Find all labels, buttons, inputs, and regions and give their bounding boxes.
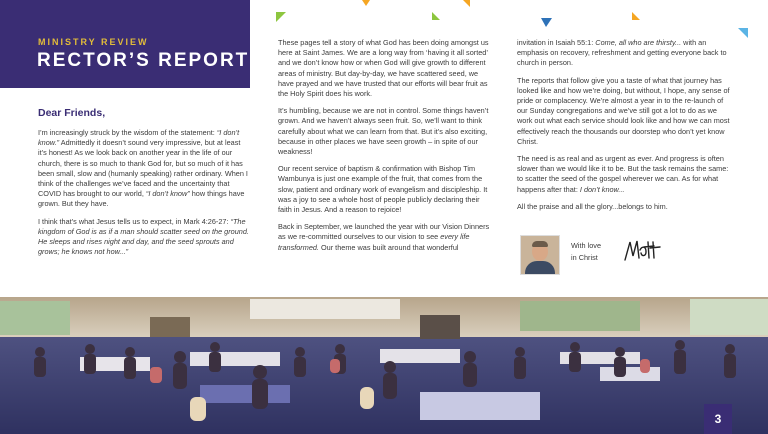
column-2 bbox=[278, 38, 491, 260]
page-number: 3 bbox=[704, 404, 732, 434]
column-3 bbox=[517, 38, 733, 219]
paragraph bbox=[38, 217, 250, 258]
text: how things have grown. But they have. bbox=[38, 189, 245, 209]
triangle-green-icon bbox=[276, 12, 286, 22]
triangle-green-icon bbox=[432, 12, 440, 20]
italic-quote: “I don’t know” bbox=[145, 189, 190, 199]
triangle-orange-icon bbox=[632, 12, 640, 20]
triangle-orange-icon bbox=[362, 0, 370, 6]
page-title: RECTOR’S REPORT bbox=[37, 50, 250, 71]
signoff bbox=[571, 240, 601, 264]
column-1 bbox=[38, 128, 250, 264]
triangle-blue-icon bbox=[541, 18, 552, 27]
scripture-quote: “The kingdom of God is as if a man should scatter seed on the ground. He sleeps and rises night and day, and the seed sprouts and grows; he knows not how...” bbox=[38, 216, 249, 257]
section-kicker: MINISTRY REVIEW bbox=[38, 37, 149, 47]
paragraph bbox=[38, 128, 250, 210]
italic-text: Come, all who are thirsty... bbox=[595, 38, 682, 47]
text: Admittedly it doesn’t sound very impressive, but at least it’s honest! As we look back on another year in the life of our church, there is so much to thank God for, but so much of it has been small, slow and (humanly speaking) rather ordinary. When I think of the challenges we’ve faced and the uncertainty that COVID has brought to our world, bbox=[38, 138, 248, 199]
paragraph: The reports that follow give you a taste of what that journey has looked like and how we’re doing, but without, I hope, any sense of pride or complacency. We’re almost a year in to the re-launch of our Sunday congregations and we’ve still got a lot to do as we work out what each service should look like and how we can most effectively reach the thousands our doorstep who don’t yet know Christ. bbox=[517, 75, 730, 146]
text: Our theme was built around that wonderful bbox=[318, 242, 459, 252]
italic-text: every life transformed. bbox=[278, 232, 470, 252]
text: The need is as real and as urgent as ever. And progress is often slower than we would like it to be. But the task remains the same: to scatter the seed of the gospel wherever we can. As for what happens after that: bbox=[517, 154, 729, 194]
signoff-line-1: With love bbox=[571, 241, 602, 250]
italic-text: I don’t know... bbox=[579, 184, 625, 194]
text: I think that’s what Jesus tells us to expect, in Mark 4:26-27: bbox=[38, 216, 231, 226]
handwritten-signature-icon bbox=[622, 236, 662, 266]
paragraph: Our recent service of baptism & confirmation with Bishop Tim Wambunya is just one example of the fruit, that comes from the slow, patient and ordinary work of evangelism and discipleship. It was a joy to see a whole host of people publicly declaring their faith in Jesus. And a reason to rejoice! bbox=[278, 164, 488, 215]
paragraph bbox=[517, 154, 733, 195]
text: Back in September, we launched the year with our Vision Dinners as we re-committed ourselves to our vision to see bbox=[278, 222, 490, 242]
paragraph bbox=[278, 222, 491, 253]
greeting: Dear Friends, bbox=[38, 107, 106, 119]
paragraph: It’s humbling, because we are not in control. Some things haven’t grown. And we haven’t always seen fruit. So, we’ll want to think carefully about what we can learn from that. But it’s also exciting, because in other places we have seen growth – in spite of our weakness! bbox=[278, 106, 489, 157]
paragraph: These pages tell a story of what God has been doing amongst us here at Saint James. We are a long way from ‘having it all sorted’ and we don’t know how or when God will give growth to different areas of ministry. But day-by-day, we have scattered seed, we have prayed and we have trusted that our efforts will bear fruit as the Holy Spirit does his work. bbox=[278, 38, 489, 99]
church-dinner-photo bbox=[0, 297, 768, 434]
text: I’m increasingly struck by the wisdom of the statement: bbox=[38, 128, 217, 137]
signoff-line-2: in Christ bbox=[571, 253, 598, 262]
text: invitation in Isaiah 55:1: bbox=[517, 38, 596, 47]
text: with an emphasis on recovery, refreshment and getting everyone back to church in person. bbox=[517, 38, 727, 68]
triangle-light-blue-icon bbox=[738, 28, 748, 38]
triangle-orange-icon bbox=[463, 0, 470, 7]
italic-quote: “I don’t know.” bbox=[38, 128, 240, 148]
paragraph bbox=[517, 38, 733, 69]
paragraph: All the praise and all the glory...belongs to him. bbox=[517, 201, 668, 211]
rector-portrait-photo bbox=[520, 235, 560, 275]
